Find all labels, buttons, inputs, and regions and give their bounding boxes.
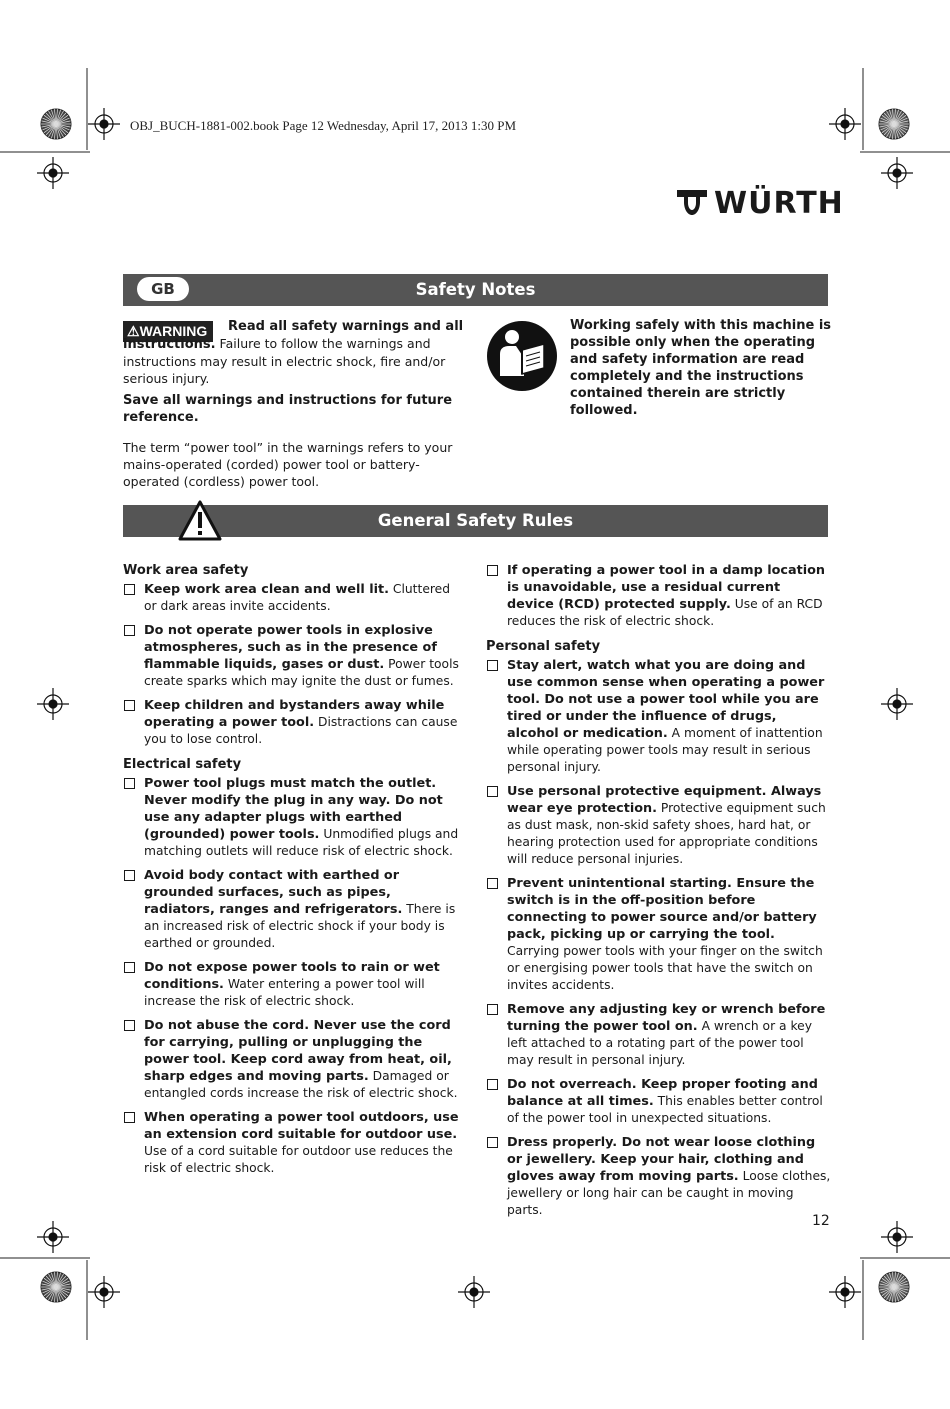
read-manual-icon [486, 320, 558, 392]
rule-bold: Keep work area clean and well lit. [144, 582, 389, 597]
checkbox-square-icon [124, 1020, 135, 1031]
rule-item [486, 657, 831, 776]
rule-item [486, 1001, 831, 1069]
intro-bold: Read all safety warnings and all instructions. [123, 319, 464, 352]
rule-bold: When operating a power tool outdoors, use an extension cord suitable for outdoor use. [144, 1110, 459, 1142]
rule-text: Carrying power tools with your finger on the switch or energising power tools that have the switch on invites accidents. [507, 944, 823, 992]
rule-item [123, 1109, 465, 1177]
checkbox-square-icon [124, 1112, 135, 1123]
rule-text: A wrench or a key left attached to a rotating part of the power tool may result in personal injury. [507, 1019, 813, 1067]
checkbox-square-icon [487, 1079, 498, 1090]
power-tool-term: The term “power tool” in the warnings refers to your mains-operated (corded) power tool or battery-operated (cordless) power tool. [123, 440, 453, 489]
rule-text: This enables better control of the power tool in unexpected situations. [507, 1094, 823, 1125]
left-column [123, 562, 465, 1184]
rule-item [123, 775, 465, 860]
checkbox-square-icon [487, 660, 498, 671]
rule-text: A moment of inattention while operating power tools may result in serious personal injury. [507, 726, 823, 774]
checkbox-square-icon [487, 565, 498, 576]
personal-heading: Personal safety [486, 639, 601, 654]
rule-bold: Do not overreach. Keep proper footing and balance at all times. [507, 1077, 818, 1109]
color-target-mark [41, 109, 71, 139]
rule-item [123, 622, 465, 690]
checkbox-square-icon [487, 1137, 498, 1148]
rule-item [123, 959, 465, 1010]
warning-label: WARNING [139, 323, 208, 339]
intro-text: Failure to follow the warnings and instructions may result in electric shock, fire and/or serious injury. [123, 336, 446, 386]
save-instructions: Save all warnings and instructions for future reference. [123, 393, 453, 425]
rule-bold: Remove any adjusting key or wrench before turning the power tool on. [507, 1002, 826, 1034]
page-number: 12 [812, 1213, 830, 1229]
rule-text: Protective equipment such as dust mask, non-skid safety shoes, hard hat, or hearing protection used for appropriate conditions will reduce personal injuries. [507, 801, 826, 866]
rule-item [486, 1134, 831, 1219]
rule-text: Unmodified plugs and matching outlets will reduce risk of electric shock. [144, 827, 459, 858]
safety-notes-title: Safety Notes [415, 280, 536, 299]
rule-item [123, 697, 465, 748]
printer-slug-line: OBJ_BUCH-1881-002.book Page 12 Wednesday, April 17, 2013 1:30 PM [130, 118, 517, 133]
warning-triangle-icon: ⚠ [127, 323, 140, 339]
checkbox-square-icon [124, 625, 135, 636]
checkbox-square-icon [124, 870, 135, 881]
rule-item [486, 562, 831, 630]
rule-item [123, 581, 465, 615]
rule-bold: Power tool plugs must match the outlet. Never modify the plug in any way. Do not use any adapter plugs with earthed (grounded) power tools. [144, 776, 443, 842]
rule-text: Use of an RCD reduces the risk of electric shock. [507, 597, 823, 628]
rule-text: Water entering a power tool will increase the risk of electric shock. [144, 977, 425, 1008]
rule-item [486, 783, 831, 868]
rule-bold: Do not abuse the cord. Never use the cord for carrying, pulling or unplugging the power tool. Keep cord away from heat, oil, sharp edges and moving parts. [144, 1018, 452, 1084]
checkbox-square-icon [124, 962, 135, 973]
rule-bold: Do not operate power tools in explosive atmospheres, such as in the presence of flammable liquids, gases or dust. [144, 623, 437, 672]
rule-text: Use of a cord suitable for outdoor use reduces the risk of electric shock. [144, 1144, 453, 1175]
rule-text: Power tools create sparks which may ignite the dust or fumes. [144, 657, 459, 688]
color-target-mark [879, 1272, 909, 1302]
work-area-heading: Work area safety [123, 563, 249, 578]
rule-bold: Prevent unintentional starting. Ensure the switch is in the off-position before connecting to power source and/or battery pack, picking up or carrying the tool. [507, 876, 817, 942]
rule-bold: Do not expose power tools to rain or wet conditions. [144, 960, 440, 992]
rule-bold: If operating a power tool in a damp location is unavoidable, use a residual current device (RCD) protected supply. [507, 563, 826, 612]
wurth-logo [676, 188, 844, 220]
checkbox-square-icon [124, 584, 135, 595]
rule-bold: Dress properly. Do not wear loose clothing or jewellery. Keep your hair, clothing and gloves away from moving parts. [507, 1135, 816, 1184]
rule-bold: Use personal protective equipment. Always wear eye protection. [507, 784, 822, 816]
rule-bold: Avoid body contact with earthed or grounded surfaces, such as pipes, radiators, ranges and refrigerators. [144, 868, 403, 917]
wurth-logo-text: WÜRTH [714, 186, 844, 221]
checkbox-square-icon [124, 700, 135, 711]
rule-item [486, 875, 831, 994]
color-target-mark [41, 1272, 71, 1302]
color-target-mark [879, 109, 909, 139]
checkbox-square-icon [487, 1004, 498, 1015]
rule-text: Distractions can cause you to lose control. [144, 715, 458, 746]
rule-text: Cluttered or dark areas invite accidents. [144, 582, 451, 613]
electrical-heading: Electrical safety [123, 757, 242, 772]
rule-item [123, 1017, 465, 1102]
general-rules-title: General Safety Rules [377, 511, 574, 530]
rule-bold: Keep children and bystanders away while operating a power tool. [144, 698, 445, 730]
safety-notes-header [123, 274, 828, 306]
wurth-logo-icon [676, 188, 708, 220]
general-rules-header [123, 505, 828, 537]
checkbox-square-icon [487, 878, 498, 889]
rule-text: Loose clothes, jewellery or long hair can be caught in moving parts. [507, 1169, 831, 1217]
rule-text: Damaged or entangled cords increase the risk of electric shock. [144, 1069, 458, 1100]
checkbox-square-icon [124, 778, 135, 789]
rule-item [123, 867, 465, 952]
read-manual-note: Working safely with this machine is possible only when the operating and safety information are read completely and the instructions contained therein are strictly followed. [570, 318, 832, 418]
rule-text: There is an increased risk of electric shock if your body is earthed or grounded. [144, 902, 456, 950]
rule-item [486, 1076, 831, 1127]
checkbox-square-icon [487, 786, 498, 797]
rule-bold: Stay alert, watch what you are doing and use common sense when operating a power tool. Do not use a power tool while you are tired or under the influence of drugs, alcohol or medication. [507, 658, 825, 741]
country-badge: GB [137, 277, 189, 301]
right-column [486, 562, 831, 1226]
safety-intro [123, 317, 465, 490]
